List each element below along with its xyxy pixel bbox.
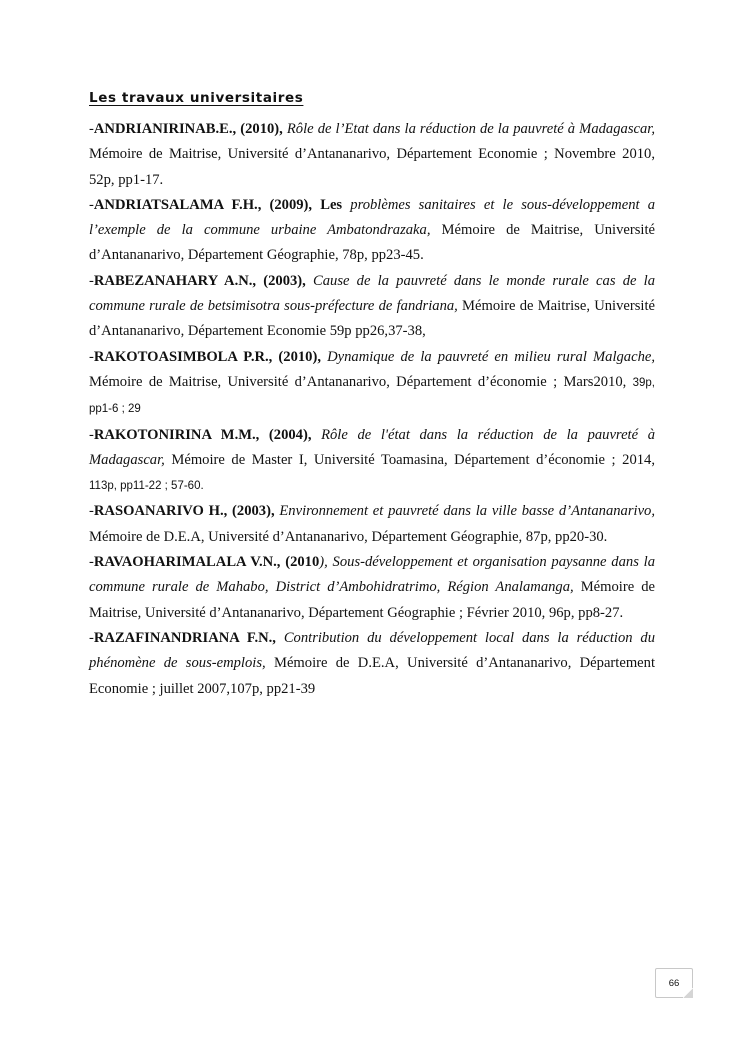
ref-prefix: - <box>89 196 94 213</box>
page-number-box <box>655 968 693 998</box>
ref-title: Rôle de l’Etat dans la réduction de la pauvreté à Madagascar, <box>286 121 655 137</box>
ref-prefix: - <box>89 629 94 646</box>
ref-tail: 113p, pp11-22 ; 57-60. <box>89 480 204 493</box>
section-heading: Les travaux universitaires <box>89 90 304 106</box>
ref-details: Mémoire de Maitrise, Université d’Antananarivo, Département Economie ; Novembre 2010, 52p, pp1-17. <box>89 146 655 188</box>
reference-item <box>89 550 655 626</box>
ref-author: RASOANARIVO H., (2003), <box>93 503 275 520</box>
page-number: 66 <box>668 977 680 989</box>
ref-prefix: - <box>89 272 94 289</box>
ref-prefix: - <box>89 503 94 520</box>
ref-prefix: - <box>89 121 94 137</box>
ref-tail: 39p, pp1-6 ; 29 <box>89 376 655 416</box>
ref-author: ANDRIATSALAMA F.H., (2009), Les <box>93 196 343 213</box>
ref-details: Mémoire de Maitrise, Université d’Antananarivo, Département Economie 59p pp26,37-38, <box>89 298 655 340</box>
ref-prefix: - <box>89 554 94 571</box>
ref-prefix: - <box>89 348 94 365</box>
reference-item <box>89 499 655 550</box>
reference-item <box>89 193 655 269</box>
ref-title: ), Sous-développement et organisation paysanne dans la commune rurale de Mahabo, District d’Ambohidratrimo, Région Analamanga, <box>89 554 655 596</box>
ref-author: RABEZANAHARY A.N., (2003), <box>93 272 306 289</box>
ref-prefix: - <box>89 426 94 443</box>
reference-item <box>89 117 655 193</box>
page-curl-icon <box>683 988 693 998</box>
reference-item <box>89 626 655 702</box>
ref-title: Dynamique de la pauvreté en milieu rural Malgache, <box>327 348 655 365</box>
ref-title: Rôle de l'état dans la réduction de la pauvreté à Madagascar, <box>89 426 655 468</box>
reference-item <box>89 345 655 423</box>
ref-details: Mémoire de Maitrise, Université d’Antananarivo, Département Géographie, 78p, pp23-45. <box>89 222 655 264</box>
ref-author: RAKOTONIRINA M.M., (2004), <box>93 426 312 443</box>
ref-title: Environnement et pauvreté dans la ville basse d’Antananarivo, <box>279 503 655 520</box>
ref-author: RAKOTOASIMBOLA P.R., (2010), <box>93 348 321 365</box>
ref-details: Mémoire de Master I, Université Toamasina, Département d’économie ; 2014, <box>171 451 655 468</box>
ref-title: Contribution du développement local dans la réduction du phénomène de sous-emplois, <box>89 629 655 672</box>
reference-list <box>89 117 655 702</box>
ref-details: Mémoire de Maitrise, Université d’Antananarivo, Département d’économie ; Mars2010, <box>89 373 627 390</box>
ref-details: Mémoire de D.E.A, Université d’Antananarivo, Département Géographie, 87p, pp20-30. <box>89 528 608 545</box>
ref-details: Mémoire de D.E.A, Université d’Antananarivo, Département Economie ; juillet 2007,107p, pp21-39 <box>89 655 655 697</box>
ref-author: RAZAFINANDRIANA F.N., <box>93 629 276 646</box>
ref-details: Mémoire de Maitrise, Université d’Antananarivo, Département Géographie ; Février 2010, 96p, pp8-27. <box>89 579 655 621</box>
reference-item <box>89 423 655 500</box>
ref-author: ANDRIANIRINAB.E., (2010), <box>93 121 283 137</box>
ref-title: Cause de la pauvreté dans le monde rurale cas de la commune rurale de betsimisotra sous-préfecture de fandriana, <box>89 272 655 315</box>
ref-author: RAVAOHARIMALALA V.N., (2010 <box>93 554 320 571</box>
reference-item <box>89 269 655 345</box>
ref-title: problèmes sanitaires et le sous-développement a l’exemple de la commune urbaine Ambatondrazaka, <box>89 196 655 239</box>
